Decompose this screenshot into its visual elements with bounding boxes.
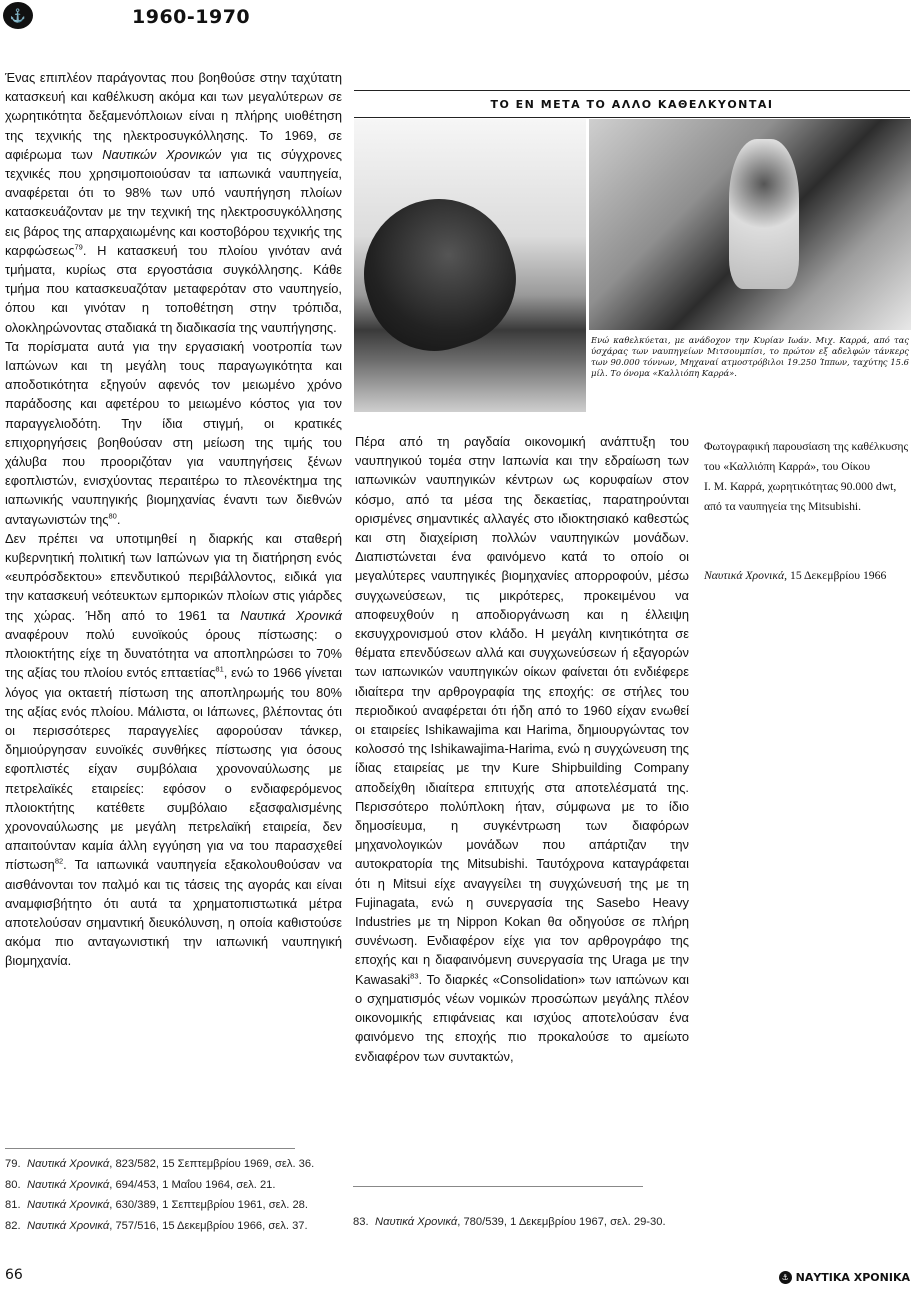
ship-launch-photo [354, 119, 586, 412]
footnotes-left [5, 1154, 345, 1236]
caption-line: Ι. Μ. Καρρά, χωρητικότητας 90.000 dwt, [704, 480, 897, 493]
paragraph [5, 68, 342, 337]
italic-title: Ναυτικών Χρονικών [102, 146, 222, 162]
footnote-detail: , 823/582, 15 Σεπτεμβρίου 1969, σελ. 36. [109, 1158, 315, 1170]
footnote-number: 83. [353, 1216, 369, 1228]
footnote-source: Ναυτικά Χρονικά [27, 1199, 110, 1211]
footnote [353, 1212, 693, 1232]
footnote [5, 1175, 345, 1196]
italic-title: Ναυτικά Χρονικά [240, 607, 342, 623]
sponsor-figure [729, 139, 799, 289]
ship-logo-icon: ⚓ [3, 2, 33, 29]
page-title: 1960-1970 [132, 6, 251, 28]
text-run: , ενώ το 1966 γίνεται λόγος για οκταετή πίστωση της αποπληρωμής του 80% της αξίας ενός πλοίου. Μάλιστα, οι Ιάπωνες, βλέποντας ότι οι περισσότερες παραγγελίες αφορούσαν τάνκερ, δημιούργησαν ευνοϊκές συνθήκες πίστωσης για όσους εφοπλιστές είχαν συμβόλαια χρονοναύλωσης με πετρελαϊκές εταιρείες: εφόσον ο ενδιαφερόμενος πλοιοκτήτης κατέθετε συμβόλαιο εξασφαλισμένης χρονοναύλωσης με μεγάλη πετρελαϊκή εταιρεία, δεν απαιτούνταν καμία άλλη εγγύηση για να του παρασχεθεί πίστωση [5, 665, 342, 873]
text-run: Πέρα από τη ραγδαία οικονομική ανάπτυξη του ναυπηγικού τομέα στην Ιαπωνία και την εδραίωση των ιαπωνικών ναυπηγικών κέντρων ως κορυφαίων στον κόσμο, από τα μέσα της δεκαετίας, παρατηρούνται ορισμένες σημαντικές αλλαγές στο ιδιοκτησιακό καθεστώς και στη διαχείριση πολλών ναυπηγικών μονάδων. Διαπιστώνεται ένα φαινόμενο κατά το οποίο οι μεγαλύτερες ναυπηγικές βιομηχανίες απορροφούν, μέσω συγχωνεύσεων, τις μικρότερες, προκειμένου να αποφευχθούν η αποδιοργάνωση και η έλλειψη εκσυγχρονισμού στον κλάδο. Η μεγάλη κινητικότητα σε θέματα επενδύσεων αλλά και συγχωνεύσεων ή εξαγορών των ιαπωνικών ναυπηγικών οίκων φαίνεται ότι ενδιέφερε ιδιαίτερα την αρθρογραφία της εποχής: σε στήλες του περιοδικού αναφέρεται ότι ήδη από το 1960 είχαν ενωθεί οι εταιρείες Ishikawajima και Harima, δημιουργώντας τον κολοσσό της Ishikawajima-Harima, ενώ η συγχώνευση της ίδιας εταιρείας με την Kure Shipbuilding Company αποδείχθη ιδιαίτερα επιτυχής στα αποτελέσματά της. Περισσότερο πολύπλοκη ήταν, σύμφωνα με το ίδιο δημοσίευμα, η συγκέντρωση των διαφόρων μηχανολογικών μονάδων που απάρτιζαν την αυτοκρατορία της Mitsubishi. Ταυτόχρονα καταγράφεται ότι η Mitsui είχε αναγγείλει τη συγχώνευσή της με τη Fujinagata, ενώ η συνεργασία της Sasebo Heavy Industries με τη Nippon Kokan θα οδηγούσε σε πλήρη συνένωση. Ενδιαφέρον είχε για τον αρθρογράφο της εποχής και η διαφαινόμενη συνεργασία της Uraga με την Kawasaki [355, 434, 689, 987]
figure-caption [704, 437, 910, 517]
text-run: . Το διαρκές «Consolidation» των ιαπώνων και ο σχηματισμός νέων νομικών προσώπων μεγάλης πλέον οικονομικής επιφάνειας και ισχύος αποτελούσαν ένα φαινόμενο της εποχής πιο προκαλούσε το αμείωτο ενδιαφέρον των συντακτών, [355, 971, 689, 1064]
footnote-detail: , 630/389, 1 Σεπτεμβρίου 1961, σελ. 28. [109, 1199, 309, 1211]
paragraph [5, 529, 342, 971]
article-column-middle [355, 432, 689, 1066]
text-run: . [116, 511, 121, 527]
footnotes-right [353, 1212, 693, 1232]
footnote-source: Ναυτικά Χρονικά [375, 1216, 458, 1228]
text-run: Ένας επιπλέον παράγοντας που βοηθούσε στην ταχύτατη κατασκευή και καθέλκυση ακόμα και των μεγαλύτερων σε χωρητικότητα δεξαμενόπλοιων είναι η πλήρης υιοθέτηση της τεχνικής της ηλεκτροσυγκόλλησης. Το 1969, σε αφιέρωμα των [5, 70, 342, 162]
paragraph [5, 337, 342, 529]
publication-brand [779, 1271, 910, 1284]
footnote-detail: , 780/539, 1 Δεκεμβρίου 1967, σελ. 29-30. [457, 1216, 666, 1228]
text-run: Τα πορίσματα αυτά για την εργασιακή νοοτροπία των Ιαπώνων και τη μεγάλη τους παραγωγικότητα και αποδοτικότητα εξηγούν αφενός τον μειωμένο χρόνο παράδοσης και αφετέρου το μειωμένο κόστος για τον παραγγελιοδότη. Την ίδια στιγμή, οι κρατικές επιχορηγήσεις βοηθούσαν στη μείωση της τιμής του χάλυβα που προοριζόταν για ναυπηγήσεις ξένων εφοπλιστών, ενισχύοντας περαιτέρω το πλεονέκτημα της ιαπωνικής ναυπηγικής βιομηχανίας έναντι των διεθνών ανταγωνιστών της [5, 338, 342, 527]
source-title: Ναυτικά Χρονικά [704, 569, 785, 582]
photo-headline: ΤΟ ΕΝ ΜΕΤΑ ΤΟ ΑΛΛΟ ΚΑΘΕΛΚΥΟΝΤΑΙ [354, 90, 910, 118]
footnote-source: Ναυτικά Χρονικά [27, 1158, 110, 1170]
ship-hull [354, 179, 534, 368]
footnote [5, 1195, 345, 1216]
footnote-number: 81. [5, 1199, 21, 1211]
footnote-number: 80. [5, 1178, 21, 1191]
figure-source [704, 568, 910, 584]
footnote-source: Ναυτικά Χρονικά [27, 1219, 110, 1232]
footnote-number: 82. [5, 1219, 21, 1232]
page-number: 66 [5, 1267, 23, 1283]
footnote [5, 1216, 345, 1237]
source-date: , 15 Δεκεμβρίου 1966 [784, 569, 887, 582]
article-column-left [5, 68, 342, 971]
footnote-detail: , 694/453, 1 Μαΐου 1964, σελ. 21. [109, 1178, 276, 1191]
text-run: . Η κατασκευή του πλοίου γινόταν ανά τμήματα, κυρίως στα εργοστάσια συγκόλλησης. Κάθε τμήμα που κατασκευαζόταν μεταφερόταν στο ναυπηγείο, όπου και γινόταν η τοποθέτηση στην τρόπιδα, ολοκληρώνοντας σταδιακά τη διαδικασία της ναυπήγησης. [5, 242, 342, 335]
caption-line: του «Καλλιόπη Καρρά», του Οίκου [704, 460, 871, 473]
footnote-ref: 79 [74, 242, 83, 252]
ship-logo-icon: ⚓ [779, 1271, 792, 1284]
newspaper-photo-clipping [351, 70, 914, 416]
text-run: Δεν πρέπει να υποτιμηθεί η διαρκής και σταθερή κυβερνητική πολιτική των Ιαπώνων για τη διατήρηση ενός «ευπρόσδεκτου» επενδυτικού περιβάλλοντος, ειδικά για την κατασκευή νεότευκτων εμπορικών πλοίων στις γιάρδες της χώρας. Ήδη από το 1961 τα [5, 530, 342, 623]
caption-line: Φωτογραφική παρουσίαση της καθέλκυσης [704, 440, 909, 453]
footnote-detail: , 757/516, 15 Δεκεμβρίου 1966, σελ. 37. [109, 1219, 308, 1232]
footnote [5, 1154, 345, 1175]
footnote-divider [5, 1148, 295, 1149]
text-run: για τις σύγχρονες τεχνικές που χρησιμοποιούσαν τα ιαπωνικά ναυπηγεία, αναφέρεται ότι το 98% των υπό ναυπήγηση πλοίων κατασκευάζονταν με την τεχνική της ηλεκτροσυγκόλλησης εις βάρος της απαρχαιωμένης και κοστοβόρου τεχνικής της καρφώσεως [5, 146, 342, 258]
footnote-divider [353, 1186, 643, 1187]
brand-name: ΝΑΥΤΙΚΑ ΧΡΟΝΙΚΑ [795, 1271, 910, 1284]
paragraph [355, 432, 689, 1066]
footnote-ref: 82 [54, 857, 64, 867]
text-run: αναφέρουν πολύ ευνοϊκούς όρους πίστωσης: ο πλοιοκτήτης είχε τη δυνατότητα να αποπληρώσει το 70% της αξίας του πλοίου εντός επταετίας [5, 626, 342, 681]
ceremony-photo [589, 119, 911, 330]
footnote-ref: 81 [215, 665, 224, 674]
caption-line: από τα ναυπηγεία της Mitsubishi. [704, 500, 862, 513]
footnote-ref: 83 [410, 971, 419, 981]
text-run: . Τα ιαπωνικά ναυπηγεία εξακολουθούσαν να αισθάνονται τον παλμό και τις τάσεις της αγοράς και είναι αναμφισβήτητο ότι αυτά τα χρηματοπιστωτικά μέτρα αποτελούσαν σημαντική διευκόλυνση, η οποία καθιστούσε ακόμα πιο ανταγωνιστική την ιαπωνική ναυπηγική βιομηχανία. [5, 857, 342, 969]
footnote-ref: 80 [108, 511, 117, 521]
footnote-source: Ναυτικά Χρονικά [27, 1178, 110, 1191]
photo-caption: Ενώ καθελκύεται, με ανάδοχον την Κυρίαν Ιωάν. Μιχ. Καρρά, από τας ύσχάρας των ναυπηγείων Μιτσουμπίσι, το πρώτον εξ αδελφών τάνκερς των 90.000 τόννων, Μηχαναί ατμοστρόβιλοι 19.250 Ίππων, ταχύτης 15.6 μίλ. Το όνομα «Καλλιόπη Καρρά». [591, 335, 909, 378]
footnote-number: 79. [5, 1158, 21, 1170]
